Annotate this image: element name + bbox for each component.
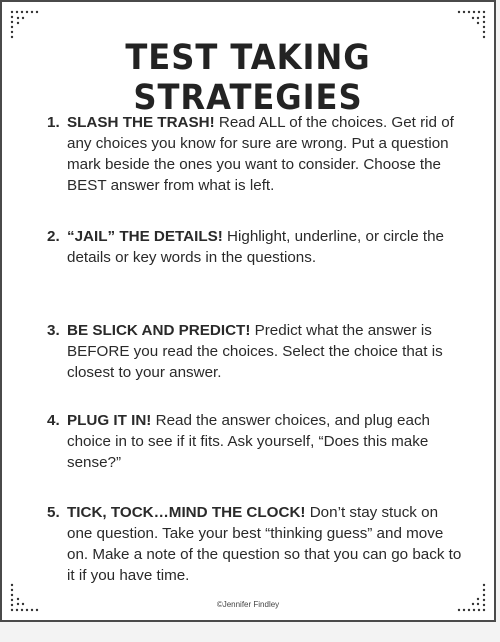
item-body: Read the answer choices, and plug each choice in to see if it fits. Ask yourself, “Does this make sense?” — [67, 412, 430, 471]
item-number: 2. — [47, 228, 60, 245]
strategy-item-mind-the-clock — [47, 502, 464, 586]
strategy-item-plug-it-in — [47, 410, 464, 473]
item-number: 4. — [47, 412, 60, 429]
item-heading: SLASH THE TRASH! — [67, 114, 215, 131]
item-number: 1. — [47, 114, 60, 131]
copyright-footer: ©Jennifer Findley — [216, 600, 280, 609]
item-text — [67, 410, 464, 473]
item-heading: TICK, TOCK…MIND THE CLOCK! — [67, 504, 306, 521]
strategy-item-slash-the-trash — [47, 112, 464, 196]
item-text — [67, 320, 464, 383]
item-heading: BE SLICK AND PREDICT! — [67, 322, 251, 339]
item-heading: “JAIL” THE DETAILS! — [67, 228, 223, 245]
item-number: 5. — [47, 504, 60, 521]
item-heading: PLUG IT IN! — [67, 412, 152, 429]
item-body: Don’t stay stuck on one question. Take your best “thinking guess” and move on. Make a note of the question so that you can go back to it if you have time. — [67, 504, 462, 584]
item-text — [67, 502, 464, 586]
strategy-item-jail-the-details — [47, 226, 464, 268]
item-number: 3. — [47, 322, 60, 339]
item-body: Read ALL of the choices. Get rid of any choices you know for sure are wrong. Put a question mark beside the ones you want to consider. Choose the BEST answer from what is left. — [67, 114, 454, 194]
item-text — [67, 112, 464, 196]
item-body: Predict what the answer is BEFORE you read the choices. Select the choice that is closest to your answer. — [67, 322, 443, 381]
item-body: Highlight, underline, or circle the details or key words in the questions. — [67, 228, 444, 266]
page-title: TEST TAKING STRATEGIES — [125, 38, 371, 118]
strategy-item-be-slick-and-predict — [47, 320, 464, 383]
item-text — [67, 226, 464, 268]
